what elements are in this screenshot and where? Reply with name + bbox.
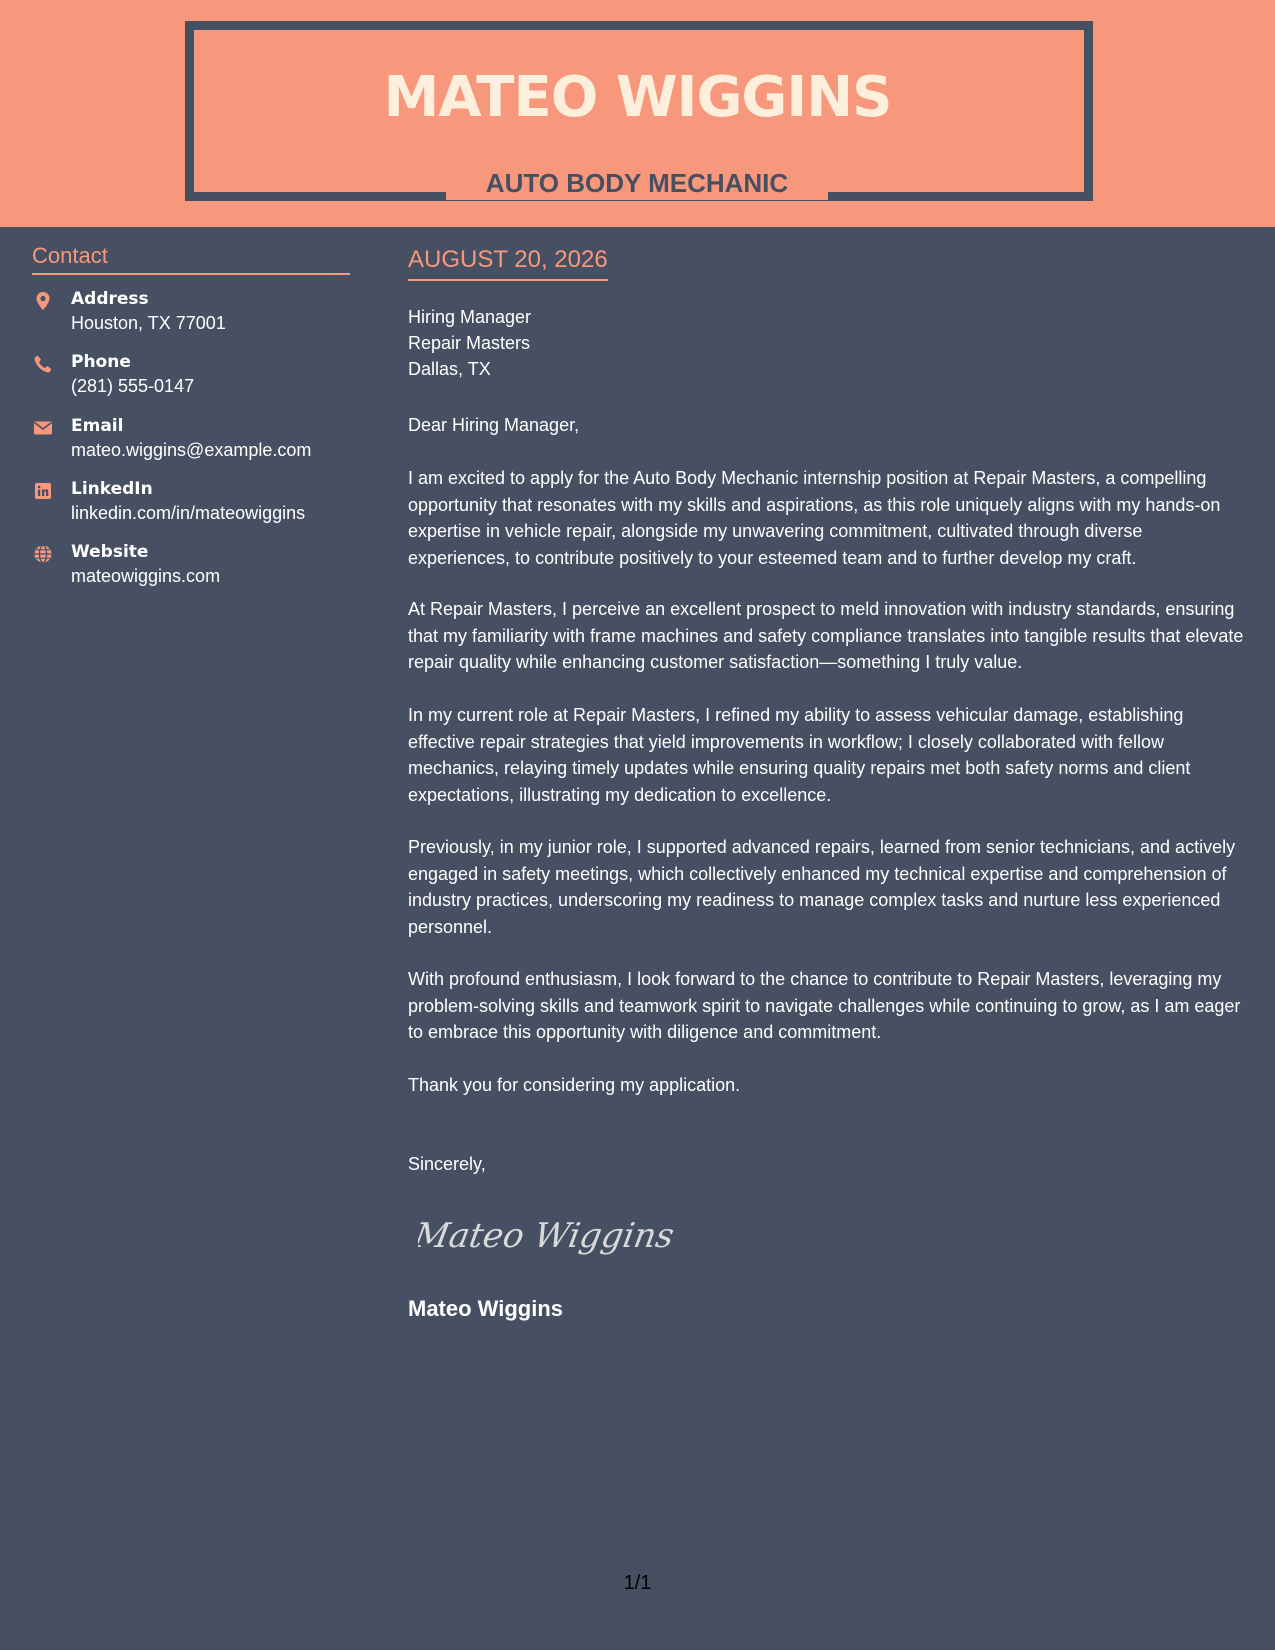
handwritten-signature bbox=[418, 1205, 678, 1265]
job-title: AUTO BODY MECHANIC bbox=[485, 168, 789, 198]
contact-value: Houston, TX 77001 bbox=[71, 313, 226, 333]
letter-paragraph: In my current role at Repair Masters, I refined my ability to assess vehicular damage, establishing effective repair strategies that yield improvements in workflow; I closely collaborated with fellow mechanics, relaying timely updates while ensuring quality repairs met both safety norms and client expectations, illustrating my dedication to excellence. bbox=[408, 705, 1191, 805]
letter-paragraph: At Repair Masters, I perceive an excellent prospect to meld innovation with industry standards, ensuring that my familiarity with frame machines and safety compliance translates into tangible results that elevate repair quality while enhancing customer satisfaction—something I truly value. bbox=[408, 599, 1244, 672]
contact-value: linkedin.com/in/mateowiggins bbox=[71, 503, 306, 523]
contact-value: (281) 555-0147 bbox=[71, 376, 195, 396]
recipient-line: Dallas, TX bbox=[408, 359, 491, 379]
contact-label: Address bbox=[71, 289, 149, 309]
contact-item-website bbox=[32, 540, 362, 592]
phone-icon bbox=[33, 354, 53, 374]
page-number: 1/1 bbox=[623, 1572, 652, 1594]
contact-item-phone bbox=[32, 350, 362, 402]
contact-label: Website bbox=[71, 542, 149, 562]
letter-paragraph: I am excited to apply for the Auto Body Mechanic internship position at Repair Masters, a compelling opportunity that resonates with my skills and aspirations, as this role uniquely aligns with my hands-on expertise in vehicle repair, alongside my unwavering commitment, cultivated through diverse experiences, to contribute positively to your esteemed team and to further develop my craft. bbox=[408, 468, 1221, 568]
recipient-line: Repair Masters bbox=[408, 333, 531, 353]
contact-value: mateo.wiggins@example.com bbox=[71, 440, 312, 460]
recipient-block bbox=[408, 304, 531, 382]
recipient-line: Hiring Manager bbox=[408, 307, 532, 327]
contact-label: Phone bbox=[71, 352, 131, 372]
envelope-icon bbox=[33, 418, 53, 438]
contact-heading: Contact bbox=[32, 242, 350, 275]
contact-item-email bbox=[32, 414, 362, 466]
contact-item-address bbox=[32, 287, 362, 339]
contact-item-linkedin bbox=[32, 477, 362, 529]
letter-paragraph: Previously, in my junior role, I supported advanced repairs, learned from senior technicians, and actively engaged in safety meetings, which collectively enhanced my technical expertise and comprehension of industry practices, underscoring my readiness to manage complex tasks and nurture less experienced personnel. bbox=[408, 837, 1236, 937]
svg-text:Mateo Wiggins: Mateo Wiggins bbox=[418, 1216, 678, 1256]
contact-value: mateowiggins.com bbox=[71, 566, 221, 586]
signer-name: Mateo Wiggins bbox=[408, 1296, 564, 1321]
closing: Sincerely, bbox=[408, 1154, 486, 1174]
globe-icon bbox=[33, 544, 53, 564]
contact-label: LinkedIn bbox=[71, 479, 153, 499]
linkedin-icon bbox=[33, 481, 53, 501]
salutation: Dear Hiring Manager, bbox=[408, 415, 580, 435]
contact-label: Email bbox=[71, 416, 124, 436]
letter-paragraph: With profound enthusiasm, I look forward to the chance to contribute to Repair Masters, leveraging my problem-solving skills and teamwork spirit to navigate challenges while continuing to grow, as I am eager to embrace this opportunity with diligence and commitment. bbox=[408, 969, 1241, 1042]
applicant-name: MATEO WIGGINS bbox=[383, 65, 892, 130]
header-band bbox=[0, 0, 1275, 227]
letter-date: AUGUST 20, 2026 bbox=[408, 245, 608, 281]
map-pin-icon bbox=[33, 291, 53, 311]
thanks-line: Thank you for considering my application. bbox=[408, 1075, 741, 1095]
